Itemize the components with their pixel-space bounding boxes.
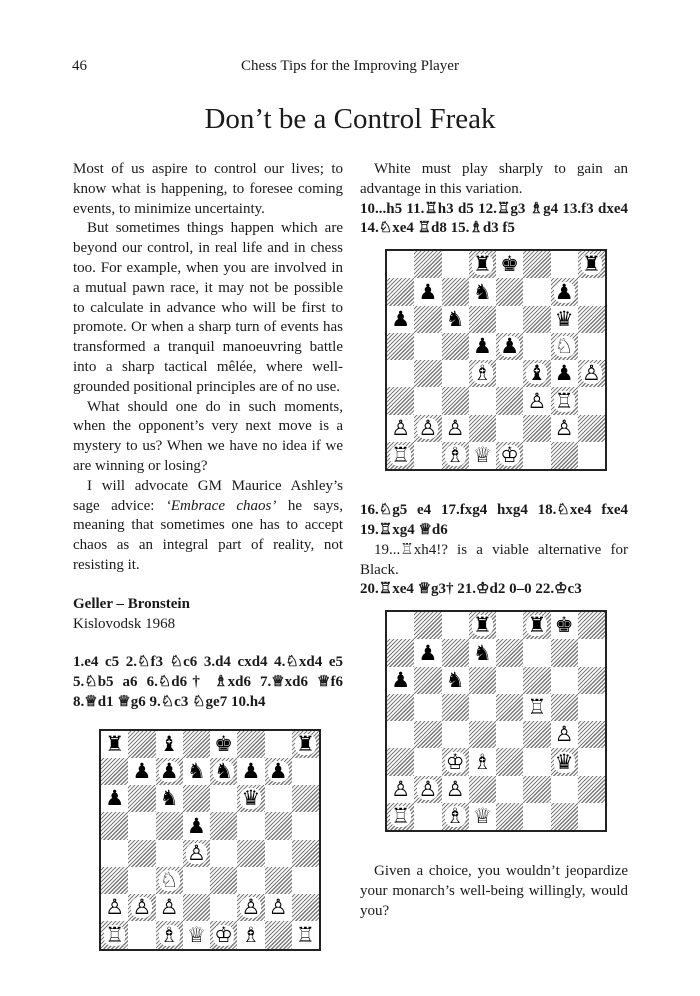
chess-piece: ♟ [268, 759, 288, 784]
board-square [156, 731, 183, 758]
chess-piece: ♝ [527, 361, 547, 386]
board-square [442, 612, 469, 639]
board-square [578, 360, 605, 387]
chess-piece: ♝ [159, 731, 179, 756]
chess-piece: ♗ [472, 361, 492, 386]
chess-piece: ♛ [554, 306, 574, 331]
board-square [387, 333, 414, 360]
board-square [551, 776, 578, 803]
board-square [496, 639, 523, 666]
board-square [551, 694, 578, 721]
chess-piece: ♟ [241, 759, 261, 784]
board-square [442, 694, 469, 721]
chess-piece: ♞ [472, 640, 492, 665]
move-text: 20.♖xe4 ♕g3† 21.♔d2 0–0 22.♔c3 [360, 581, 582, 598]
board-square [523, 306, 550, 333]
chess-piece: ♔ [445, 749, 465, 774]
board-square [442, 360, 469, 387]
board-square [156, 840, 183, 867]
chess-piece: ♙ [581, 361, 601, 386]
board-square [442, 667, 469, 694]
board-square [183, 840, 210, 867]
chess-piece: ♜ [295, 731, 315, 756]
board-square [442, 803, 469, 830]
board-square [101, 758, 128, 785]
board-square [551, 667, 578, 694]
board-square [210, 921, 237, 948]
chess-piece: ♞ [472, 279, 492, 304]
board-square [496, 776, 523, 803]
chess-piece: ♙ [554, 722, 574, 747]
board-square [469, 333, 496, 360]
board-square [183, 785, 210, 812]
board-square [101, 894, 128, 921]
board-square [183, 758, 210, 785]
move-text: 10...h5 11.♖h3 d5 12.♖g3 ♗g4 13.f3 dxe4 14.♘xe4 ♖d8 15.♗d3 f5 [360, 200, 628, 237]
board-square [387, 776, 414, 803]
board-square [387, 442, 414, 469]
board-square [156, 921, 183, 948]
chess-piece: ♖ [105, 922, 125, 947]
board-square [237, 840, 264, 867]
board-square [237, 731, 264, 758]
board-square [496, 278, 523, 305]
chess-piece: ♟ [554, 361, 574, 386]
chess-piece: ♞ [445, 306, 465, 331]
text-span: I will advocate GM Maurice Ashley’s sage advice: [73, 477, 343, 514]
board-square [387, 251, 414, 278]
board-square [523, 639, 550, 666]
board-square [183, 812, 210, 839]
board-square [210, 867, 237, 894]
chess-diagram-2 [385, 249, 607, 471]
board-square [414, 776, 441, 803]
chess-piece: ♛ [554, 749, 574, 774]
chess-piece: ♗ [159, 922, 179, 947]
board-square [578, 251, 605, 278]
board-square [442, 721, 469, 748]
board-square [414, 415, 441, 442]
chapter-title: Don’t be a Control Freak [204, 103, 496, 135]
board-square [442, 415, 469, 442]
chess-piece: ♕ [186, 922, 206, 947]
board-square [551, 306, 578, 333]
board-square [292, 921, 319, 948]
chess-piece: ♙ [105, 895, 125, 920]
chess-piece: ♟ [132, 759, 152, 784]
board-square [414, 278, 441, 305]
chess-piece: ♖ [391, 443, 411, 468]
game-event: Kislovodsk 1968 [73, 615, 176, 632]
board-square [414, 803, 441, 830]
move-text: 1.e4 c5 2.♘f3 ♘c6 3.d4 cxd4 4.♘xd4 e5 5.♘b5 a6 6.♘d6† ♗xd6 7.♕xd6 ♕f6 8.♕d1 ♕g6 9.♘c3 ♘ge7 10.h4 [73, 654, 343, 710]
board-square [551, 639, 578, 666]
board-square [414, 612, 441, 639]
chess-piece: ♙ [159, 895, 179, 920]
chess-piece: ♜ [527, 613, 547, 638]
board-square [578, 748, 605, 775]
board-square [128, 894, 155, 921]
chess-piece: ♗ [241, 922, 261, 947]
board-square [523, 333, 550, 360]
board-square [469, 360, 496, 387]
board-square [469, 721, 496, 748]
board-square [578, 306, 605, 333]
board-square [551, 442, 578, 469]
board-square [496, 612, 523, 639]
board-square [101, 921, 128, 948]
board-square [128, 921, 155, 948]
board-square [496, 251, 523, 278]
board-square [469, 639, 496, 666]
board-square [496, 803, 523, 830]
board-square [237, 921, 264, 948]
board-square [496, 694, 523, 721]
board-square [523, 694, 550, 721]
board-square [387, 639, 414, 666]
board-square [578, 667, 605, 694]
chess-piece: ♘ [554, 334, 574, 359]
chess-piece: ♟ [105, 786, 125, 811]
board-square [128, 840, 155, 867]
board-square [551, 278, 578, 305]
left-column [73, 160, 343, 951]
chess-piece: ♚ [554, 613, 574, 638]
board-square [523, 721, 550, 748]
board-square [442, 387, 469, 414]
board-square [523, 251, 550, 278]
board-square [128, 758, 155, 785]
board-square [265, 758, 292, 785]
board-square [496, 442, 523, 469]
board-square [469, 415, 496, 442]
board-square [551, 721, 578, 748]
board-square [469, 776, 496, 803]
board-square [523, 748, 550, 775]
chess-piece: ♟ [554, 279, 574, 304]
board-square [496, 333, 523, 360]
board-square [469, 803, 496, 830]
board-square [292, 894, 319, 921]
board-square [156, 867, 183, 894]
board-square [496, 387, 523, 414]
board-square [578, 415, 605, 442]
chess-piece: ♘ [159, 868, 179, 893]
board-square [156, 894, 183, 921]
board-square [128, 785, 155, 812]
chess-piece: ♟ [500, 334, 520, 359]
board-square [292, 785, 319, 812]
board-square [414, 721, 441, 748]
board-square [578, 442, 605, 469]
board-square [101, 812, 128, 839]
board-square [387, 387, 414, 414]
annotation-note: 19...♖xh4!? is a viable alternative for Black. [360, 541, 628, 578]
board-square [128, 731, 155, 758]
board-square [387, 694, 414, 721]
board-square [292, 758, 319, 785]
chess-piece: ♚ [500, 252, 520, 277]
chess-piece: ♟ [391, 306, 411, 331]
quote: ‘Embrace chaos’ [165, 497, 277, 514]
chess-piece: ♕ [472, 443, 492, 468]
board-square [496, 306, 523, 333]
board-square [156, 812, 183, 839]
board-square [523, 387, 550, 414]
board-square [551, 360, 578, 387]
board-square [496, 360, 523, 387]
board-square [469, 694, 496, 721]
board-square [210, 731, 237, 758]
body-paragraph [73, 477, 343, 576]
board-square [101, 867, 128, 894]
board-square [292, 812, 319, 839]
chess-piece: ♖ [295, 922, 315, 947]
body-paragraph: But sometimes things happen which are beyond our control, in real life and in chess too. For example, when you are involved in a mutual pawn race, it may not be possible to calculate in advance who will be first to promote. Or when a sharp turn of events has transformed a tranquil manoeuvring battle into a sharp tactical mêlée, where well-grounded positional principles are of no use. [73, 220, 343, 395]
board-square [101, 785, 128, 812]
board-square [551, 612, 578, 639]
board-square [551, 803, 578, 830]
board-square [551, 387, 578, 414]
board-square [387, 415, 414, 442]
board-square [414, 387, 441, 414]
chess-piece: ♗ [445, 443, 465, 468]
board-square [414, 442, 441, 469]
chess-piece: ♟ [186, 813, 206, 838]
board-square [551, 415, 578, 442]
chess-piece: ♙ [132, 895, 152, 920]
move-text: 16.♘g5 e4 17.fxg4 hxg4 18.♘xe4 fxe4 19.♖xg4 ♕d6 [360, 502, 628, 538]
chess-piece: ♗ [472, 749, 492, 774]
board-square [128, 867, 155, 894]
board-square [523, 415, 550, 442]
body-paragraph: What should one do in such moments, when the opponent’s very next move is a mystery to us? When we have no idea if we are winning or losing? [73, 398, 343, 474]
board-square [387, 748, 414, 775]
board-square [414, 360, 441, 387]
right-column [360, 160, 628, 922]
board-square [496, 667, 523, 694]
board-square [469, 748, 496, 775]
board-square [578, 387, 605, 414]
board-square [265, 921, 292, 948]
chess-piece: ♙ [445, 415, 465, 440]
intro-paragraph: Most of us aspire to control our lives; to know what is happening, to foresee coming events, to minimize uncertainty. [73, 161, 343, 217]
board-square [387, 721, 414, 748]
board-square [387, 612, 414, 639]
board-square [265, 840, 292, 867]
board-square [442, 306, 469, 333]
board-square [414, 306, 441, 333]
board-square [210, 840, 237, 867]
board-square [551, 748, 578, 775]
board-square [469, 442, 496, 469]
board-square [469, 251, 496, 278]
board-square [414, 694, 441, 721]
game-players: Geller – Bronstein [73, 595, 190, 612]
chess-piece: ♜ [581, 252, 601, 277]
board-square [265, 731, 292, 758]
chess-piece: ♟ [159, 759, 179, 784]
chess-piece: ♖ [391, 804, 411, 829]
board-square [292, 840, 319, 867]
chess-piece: ♔ [500, 443, 520, 468]
chess-piece: ♞ [159, 786, 179, 811]
board-square [265, 894, 292, 921]
board-square [387, 803, 414, 830]
board-square [237, 894, 264, 921]
board-square [442, 639, 469, 666]
board-square [210, 785, 237, 812]
board-square [237, 758, 264, 785]
chess-piece: ♕ [472, 804, 492, 829]
board-square [523, 776, 550, 803]
chess-piece: ♔ [214, 922, 234, 947]
chess-piece: ♗ [445, 804, 465, 829]
board-square [469, 278, 496, 305]
board-square [523, 442, 550, 469]
chess-piece: ♙ [241, 895, 261, 920]
board-square [414, 639, 441, 666]
board-square [496, 721, 523, 748]
board-square [237, 812, 264, 839]
board-square [292, 731, 319, 758]
chess-piece: ♙ [418, 415, 438, 440]
book-title: Chess Tips for the Improving Player [241, 58, 459, 74]
board-square [265, 812, 292, 839]
page-number: 46 [72, 58, 87, 74]
board-square [183, 921, 210, 948]
board-square [265, 785, 292, 812]
board-square [183, 894, 210, 921]
board-square [578, 639, 605, 666]
board-square [523, 360, 550, 387]
chess-piece: ♜ [472, 613, 492, 638]
chess-piece: ♞ [214, 759, 234, 784]
board-square [183, 867, 210, 894]
chess-piece: ♞ [445, 667, 465, 692]
board-square [183, 731, 210, 758]
board-square [469, 387, 496, 414]
board-square [442, 776, 469, 803]
chess-piece: ♖ [527, 695, 547, 720]
chess-piece: ♚ [214, 731, 234, 756]
board-square [578, 333, 605, 360]
closing-paragraph: Given a choice, you wouldn’t jeopardize your monarch’s well-being willingly, would you? [360, 863, 628, 919]
board-square [578, 776, 605, 803]
board-square [442, 748, 469, 775]
board-square [469, 667, 496, 694]
chess-piece: ♙ [418, 776, 438, 801]
chess-piece: ♟ [391, 667, 411, 692]
board-square [292, 867, 319, 894]
chess-piece: ♙ [391, 415, 411, 440]
board-square [578, 278, 605, 305]
board-square [523, 612, 550, 639]
board-square [387, 306, 414, 333]
text-span: he says, meaning that sometimes one has to accept chaos as an integral part of reality, not resisting it. [73, 497, 343, 573]
board-square [523, 667, 550, 694]
board-square [578, 803, 605, 830]
board-square [414, 667, 441, 694]
chess-piece: ♙ [391, 776, 411, 801]
board-square [442, 333, 469, 360]
board-square [387, 667, 414, 694]
chess-piece: ♟ [472, 334, 492, 359]
board-square [265, 867, 292, 894]
board-square [442, 442, 469, 469]
board-square [414, 333, 441, 360]
board-square [414, 748, 441, 775]
board-square [101, 840, 128, 867]
chess-piece: ♙ [186, 840, 206, 865]
running-head [0, 58, 700, 80]
chess-piece: ♙ [527, 388, 547, 413]
chess-piece: ♟ [418, 640, 438, 665]
chess-piece: ♙ [268, 895, 288, 920]
chess-piece: ♙ [554, 415, 574, 440]
board-square [551, 251, 578, 278]
board-square [578, 721, 605, 748]
chess-diagram-1 [99, 729, 321, 951]
board-square [442, 278, 469, 305]
chess-piece: ♖ [554, 388, 574, 413]
board-square [156, 758, 183, 785]
board-square [101, 731, 128, 758]
board-square [237, 867, 264, 894]
chess-piece: ♜ [105, 731, 125, 756]
board-square [442, 251, 469, 278]
chess-piece: ♛ [241, 786, 261, 811]
board-square [387, 360, 414, 387]
chess-piece: ♞ [186, 759, 206, 784]
board-square [387, 278, 414, 305]
chess-piece: ♜ [472, 252, 492, 277]
board-square [578, 612, 605, 639]
board-square [523, 278, 550, 305]
chess-piece: ♟ [418, 279, 438, 304]
board-square [578, 694, 605, 721]
board-square [210, 758, 237, 785]
board-square [128, 812, 155, 839]
chess-diagram-3 [385, 610, 607, 832]
board-square [237, 785, 264, 812]
board-square [496, 415, 523, 442]
board-square [523, 803, 550, 830]
board-square [496, 748, 523, 775]
chess-piece: ♙ [445, 776, 465, 801]
board-square [156, 785, 183, 812]
board-square [210, 894, 237, 921]
board-square [210, 812, 237, 839]
body-paragraph: White must play sharply to gain an advantage in this variation. [360, 161, 628, 197]
board-square [469, 306, 496, 333]
board-square [551, 333, 578, 360]
board-square [469, 612, 496, 639]
board-square [414, 251, 441, 278]
